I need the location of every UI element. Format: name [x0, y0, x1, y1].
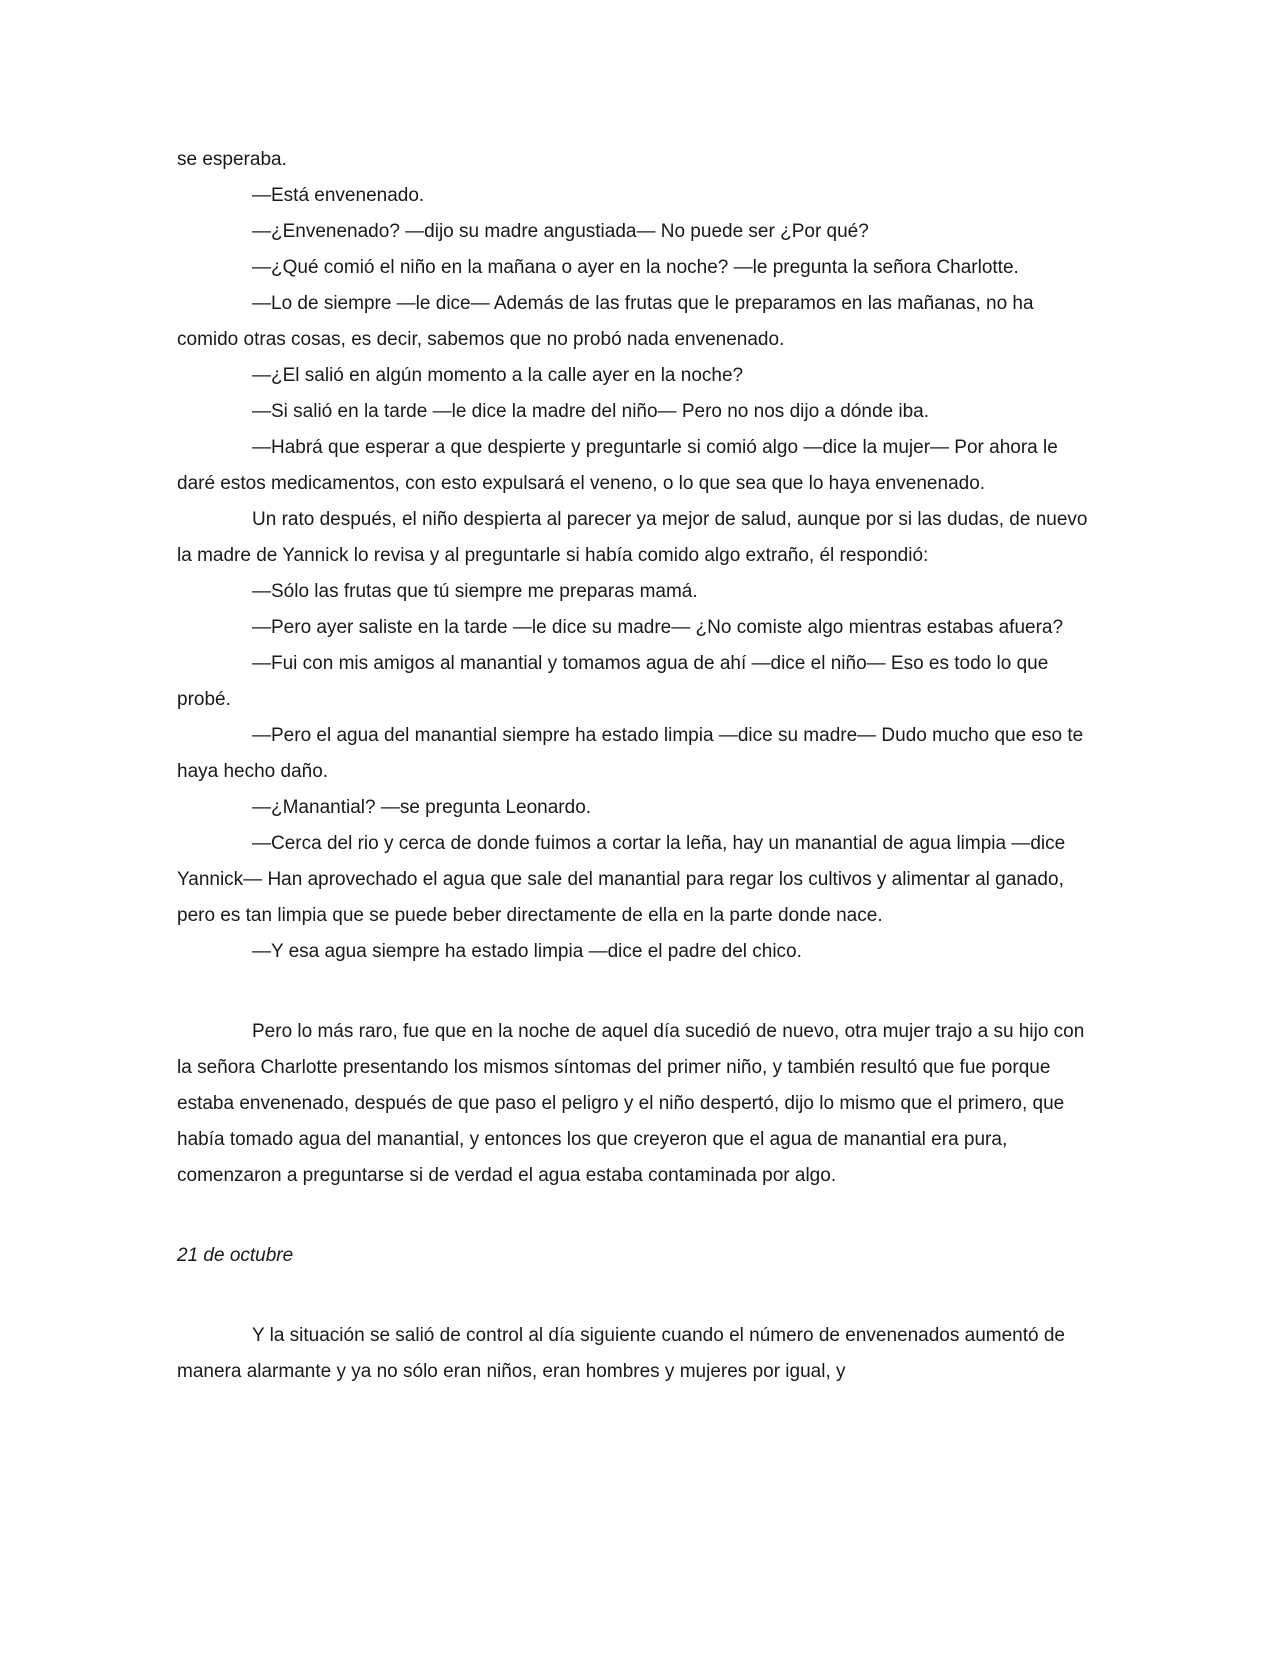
dialogue-line: —Fui con mis amigos al manantial y tomamos agua de ahí —dice el niño— Eso es todo lo que probé.: [177, 653, 1049, 710]
dialogue-line: —Lo de siempre —le dice— Además de las frutas que le preparamos en las mañanas, no ha comido otras cosas, es decir, sabemos que no probó nada envenenado.: [177, 293, 1034, 350]
narrative-paragraph: Pero lo más raro, fue que en la noche de aquel día sucedió de nuevo, otra mujer trajo a su hijo con la señora Charlotte presentando los mismos síntomas del primer niño, y también resultó que fue porque estaba envenenado, después de que paso el peligro y el niño despertó, dijo lo mismo que el primero, que había tomado agua del manantial, y entonces los que creyeron que el agua de manantial era pura, comenzaron a preguntarse si de verdad el agua estaba contaminada por algo.: [177, 1021, 1085, 1186]
dialogue-line: —Sólo las frutas que tú siempre me preparas mamá.: [252, 581, 698, 602]
dialogue-line: —Y esa agua siempre ha estado limpia —dice el padre del chico.: [252, 941, 802, 962]
date-heading: 21 de octubre: [177, 1245, 294, 1266]
dialogue-line: —Pero el agua del manantial siempre ha estado limpia —dice su madre— Dudo mucho que eso te haya hecho daño.: [177, 725, 1084, 782]
narrative-paragraph: Y la situación se salió de control al día siguiente cuando el número de envenenados aumentó de manera alarmante y ya no sólo eran niños, eran hombres y mujeres por igual, y: [177, 1325, 1065, 1382]
dialogue-line: —¿Envenenado? —dijo su madre angustiada— No puede ser ¿Por qué?: [252, 221, 869, 242]
dialogue-line: —¿Qué comió el niño en la mañana o ayer en la noche? —le pregunta la señora Charlotte.: [252, 257, 1019, 278]
dialogue-line: —Habrá que esperar a que despierte y preguntarle si comió algo —dice la mujer— Por ahora le daré estos medicamentos, con esto expulsará el veneno, o lo que sea que lo haya envenenado.: [177, 437, 1058, 494]
dialogue-line: —¿Manantial? —se pregunta Leonardo.: [252, 797, 592, 818]
dialogue-line: —Está envenenado.: [252, 185, 425, 206]
dialogue-line: —Pero ayer saliste en la tarde —le dice su madre— ¿No comiste algo mientras estabas afuera?: [252, 617, 1064, 638]
dialogue-line: —Si salió en la tarde —le dice la madre del niño— Pero no nos dijo a dónde iba.: [252, 401, 930, 422]
dialogue-line: —Cerca del rio y cerca de donde fuimos a cortar la leña, hay un manantial de agua limpia —dice Yannick— Han aprovechado el agua que sale del manantial para regar los cultivos y alimentar al ganado, pero es tan limpia que se puede beber directamente de ella en la parte donde nace.: [177, 833, 1066, 926]
narrative-paragraph: Un rato después, el niño despierta al parecer ya mejor de salud, aunque por si las dudas, de nuevo la madre de Yannick lo revisa y al preguntarle si había comido algo extraño, él respondió:: [177, 509, 1088, 566]
dialogue-line: —¿El salió en algún momento a la calle ayer en la noche?: [252, 365, 744, 386]
body-text: [177, 142, 1097, 1390]
paragraph-continuation: se esperaba.: [177, 149, 287, 170]
